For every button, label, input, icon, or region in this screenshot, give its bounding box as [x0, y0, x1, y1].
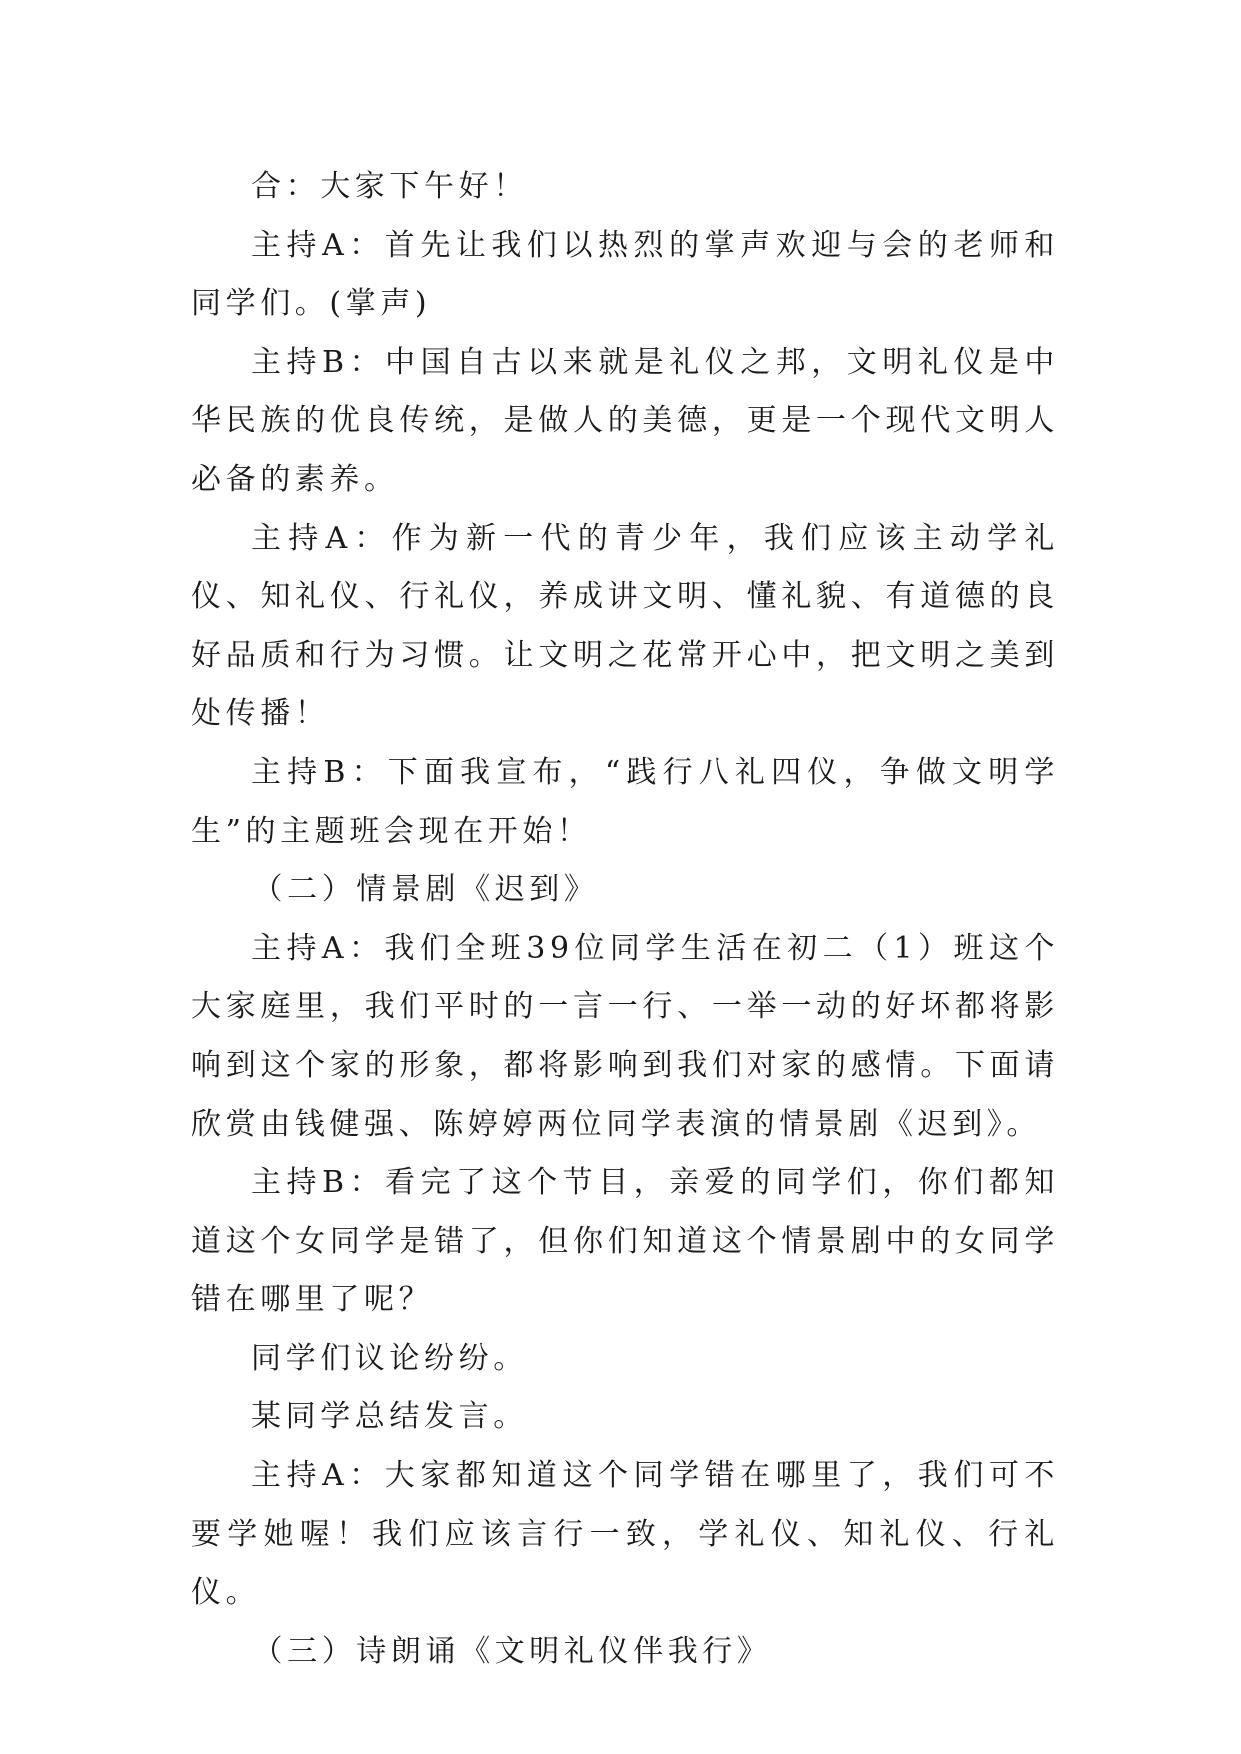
paragraph-host-b-etiquette: 主持B：中国自古以来就是礼仪之邦，文明礼仪是中华民族的优良传统，是做人的美德，更是一个现代文明人必备的素养。 — [191, 344, 1059, 497]
paragraph-discussion: 同学们议论纷纷。 — [251, 1340, 528, 1376]
paragraph-host-a-youth: 主持A：作为新一代的青少年，我们应该主动学礼仪、知礼仪、行礼仪，养成讲文明、懂礼貌、有道德的良好品质和行为习惯。让文明之花常开心中，把文明之美到处传播！ — [191, 520, 1059, 732]
paragraph-summary: 某同学总结发言。 — [251, 1399, 528, 1435]
section-heading-poem: （三）诗朗诵《文明礼仪伴我行》 — [252, 1633, 772, 1669]
paragraph-host-a-class: 主持A：我们全班39位同学生活在初二（1）班这个大家庭里，我们平时的一言一行、一举一动的好坏都将影响到这个家的形象，都将影响到我们对家的感情。下面请欣赏由钱健强、陈婷婷两位同学表演的情景剧《迟到》。 — [191, 930, 1059, 1142]
paragraph-host-b-announce: 主持B：下面我宣布，“践行八礼四仪，争做文明学生”的主题班会现在开始！ — [191, 754, 1059, 849]
section-heading-skit: （二）情景剧《迟到》 — [252, 872, 599, 908]
paragraph-host-a-conclusion: 主持A：大家都知道这个同学错在哪里了，我们可不要学她喔！我们应该言行一致，学礼仪、知礼仪、行礼仪。 — [191, 1458, 1059, 1611]
paragraph-host-b-question: 主持B：看完了这个节目，亲爱的同学们，你们都知道这个女同学是错了，但你们知道这个情景剧中的女同学错在哪里了呢？ — [191, 1165, 1059, 1318]
document-body — [191, 158, 1059, 1681]
paragraph-host-a-welcome: 主持A：首先让我们以热烈的掌声欢迎与会的老师和同学们。(掌声) — [191, 227, 1059, 322]
paragraph-greeting: 合：大家下午好！ — [251, 169, 528, 204]
